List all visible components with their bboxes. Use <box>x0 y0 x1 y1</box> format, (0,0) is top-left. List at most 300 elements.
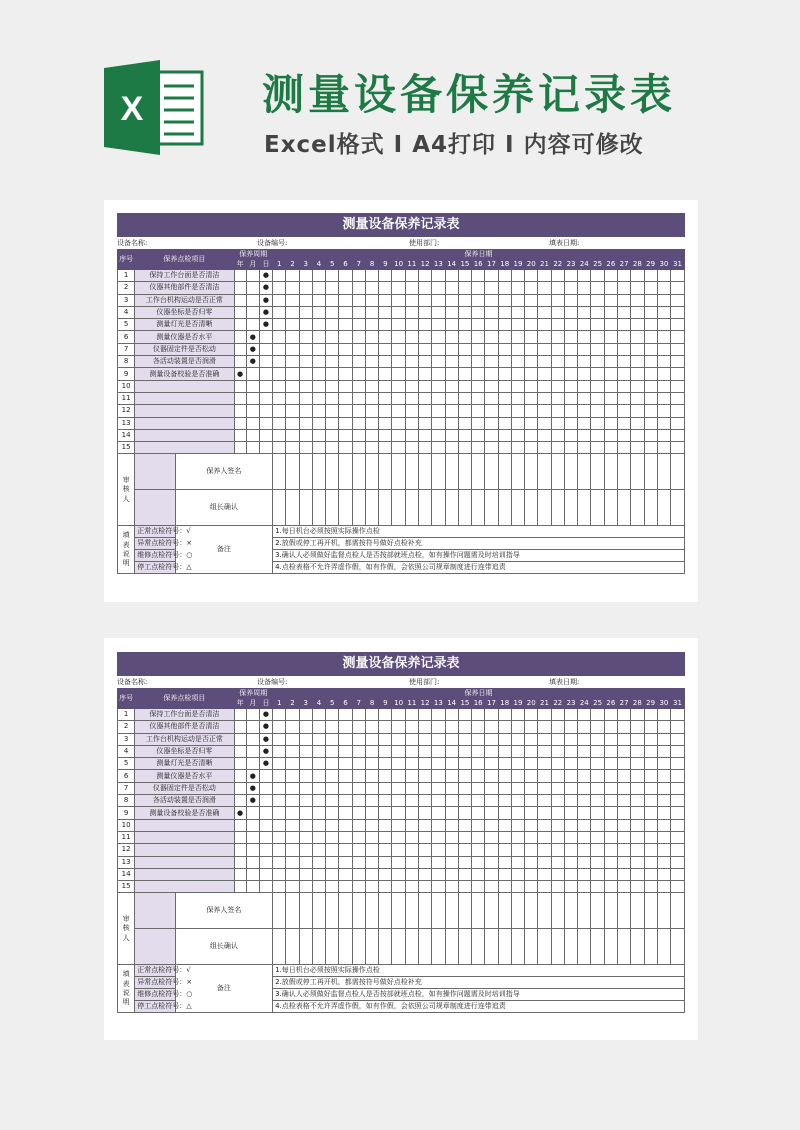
date-cell[interactable] <box>644 343 657 355</box>
date-cell[interactable] <box>312 758 325 770</box>
date-cell[interactable] <box>273 294 286 306</box>
date-cell[interactable] <box>551 282 564 294</box>
date-cell[interactable] <box>498 733 511 745</box>
date-cell[interactable] <box>564 844 577 856</box>
date-cell[interactable] <box>458 319 471 331</box>
date-cell[interactable] <box>365 795 378 807</box>
date-cell[interactable] <box>604 405 617 417</box>
date-cell[interactable] <box>339 758 352 770</box>
date-cell[interactable] <box>458 819 471 831</box>
signature-cell[interactable] <box>485 929 498 965</box>
date-cell[interactable] <box>365 819 378 831</box>
date-cell[interactable] <box>405 343 418 355</box>
date-cell[interactable] <box>511 356 524 368</box>
date-cell[interactable] <box>578 844 591 856</box>
date-cell[interactable] <box>617 795 630 807</box>
date-cell[interactable] <box>458 306 471 318</box>
date-cell[interactable] <box>591 856 604 868</box>
date-cell[interactable] <box>392 856 405 868</box>
date-cell[interactable] <box>405 721 418 733</box>
signature-cell[interactable] <box>578 893 591 929</box>
signature-cell[interactable] <box>525 929 538 965</box>
signature-cell[interactable] <box>551 490 564 526</box>
date-cell[interactable] <box>405 282 418 294</box>
date-cell[interactable] <box>299 270 312 282</box>
date-cell[interactable] <box>312 709 325 721</box>
date-cell[interactable] <box>286 405 299 417</box>
date-cell[interactable] <box>326 306 339 318</box>
date-cell[interactable] <box>273 807 286 819</box>
date-cell[interactable] <box>273 745 286 757</box>
date-cell[interactable] <box>445 343 458 355</box>
date-cell[interactable] <box>564 331 577 343</box>
date-cell[interactable] <box>564 733 577 745</box>
date-cell[interactable] <box>418 831 431 843</box>
date-cell[interactable] <box>551 819 564 831</box>
date-cell[interactable] <box>339 721 352 733</box>
date-cell[interactable] <box>671 709 685 721</box>
date-cell[interactable] <box>445 405 458 417</box>
date-cell[interactable] <box>538 745 551 757</box>
date-cell[interactable] <box>578 343 591 355</box>
date-cell[interactable] <box>299 343 312 355</box>
date-cell[interactable] <box>352 270 365 282</box>
date-cell[interactable] <box>445 733 458 745</box>
date-cell[interactable] <box>312 405 325 417</box>
date-cell[interactable] <box>299 721 312 733</box>
date-cell[interactable] <box>339 270 352 282</box>
date-cell[interactable] <box>273 331 286 343</box>
date-cell[interactable] <box>671 319 685 331</box>
date-cell[interactable] <box>538 380 551 392</box>
date-cell[interactable] <box>657 758 670 770</box>
date-cell[interactable] <box>604 368 617 380</box>
date-cell[interactable] <box>365 392 378 404</box>
date-cell[interactable] <box>671 368 685 380</box>
signature-cell[interactable] <box>445 893 458 929</box>
date-cell[interactable] <box>604 442 617 454</box>
date-cell[interactable] <box>286 306 299 318</box>
date-cell[interactable] <box>551 294 564 306</box>
date-cell[interactable] <box>551 795 564 807</box>
date-cell[interactable] <box>273 881 286 893</box>
date-cell[interactable] <box>498 709 511 721</box>
date-cell[interactable] <box>657 844 670 856</box>
date-cell[interactable] <box>312 442 325 454</box>
date-cell[interactable] <box>511 442 524 454</box>
date-cell[interactable] <box>458 405 471 417</box>
date-cell[interactable] <box>617 856 630 868</box>
signature-cell[interactable] <box>591 490 604 526</box>
date-cell[interactable] <box>472 844 485 856</box>
date-cell[interactable] <box>379 721 392 733</box>
date-cell[interactable] <box>538 282 551 294</box>
date-cell[interactable] <box>564 294 577 306</box>
date-cell[interactable] <box>564 343 577 355</box>
date-cell[interactable] <box>299 442 312 454</box>
date-cell[interactable] <box>299 881 312 893</box>
date-cell[interactable] <box>299 770 312 782</box>
date-cell[interactable] <box>657 721 670 733</box>
date-cell[interactable] <box>365 282 378 294</box>
date-cell[interactable] <box>339 831 352 843</box>
date-cell[interactable] <box>631 856 644 868</box>
date-cell[interactable] <box>617 368 630 380</box>
date-cell[interactable] <box>472 733 485 745</box>
date-cell[interactable] <box>604 795 617 807</box>
date-cell[interactable] <box>604 770 617 782</box>
date-cell[interactable] <box>657 733 670 745</box>
date-cell[interactable] <box>392 745 405 757</box>
date-cell[interactable] <box>671 770 685 782</box>
date-cell[interactable] <box>472 282 485 294</box>
date-cell[interactable] <box>604 733 617 745</box>
date-cell[interactable] <box>405 844 418 856</box>
date-cell[interactable] <box>418 770 431 782</box>
date-cell[interactable] <box>551 745 564 757</box>
date-cell[interactable] <box>511 405 524 417</box>
date-cell[interactable] <box>445 294 458 306</box>
date-cell[interactable] <box>286 782 299 794</box>
signature-cell[interactable] <box>432 893 445 929</box>
date-cell[interactable] <box>498 770 511 782</box>
date-cell[interactable] <box>564 745 577 757</box>
date-cell[interactable] <box>485 282 498 294</box>
date-cell[interactable] <box>445 270 458 282</box>
date-cell[interactable] <box>578 807 591 819</box>
signature-cell[interactable] <box>445 454 458 490</box>
date-cell[interactable] <box>458 844 471 856</box>
date-cell[interactable] <box>339 868 352 880</box>
date-cell[interactable] <box>458 380 471 392</box>
signature-cell[interactable] <box>498 454 511 490</box>
date-cell[interactable] <box>617 282 630 294</box>
date-cell[interactable] <box>538 417 551 429</box>
date-cell[interactable] <box>326 856 339 868</box>
date-cell[interactable] <box>458 356 471 368</box>
signature-cell[interactable] <box>631 893 644 929</box>
date-cell[interactable] <box>379 442 392 454</box>
date-cell[interactable] <box>432 733 445 745</box>
date-cell[interactable] <box>445 356 458 368</box>
date-cell[interactable] <box>617 807 630 819</box>
date-cell[interactable] <box>485 881 498 893</box>
date-cell[interactable] <box>551 709 564 721</box>
date-cell[interactable] <box>432 442 445 454</box>
signature-cell[interactable] <box>299 490 312 526</box>
date-cell[interactable] <box>326 844 339 856</box>
date-cell[interactable] <box>299 819 312 831</box>
signature-cell[interactable] <box>472 490 485 526</box>
date-cell[interactable] <box>392 356 405 368</box>
date-cell[interactable] <box>432 380 445 392</box>
date-cell[interactable] <box>445 306 458 318</box>
date-cell[interactable] <box>485 819 498 831</box>
signature-cell[interactable] <box>339 929 352 965</box>
date-cell[interactable] <box>511 721 524 733</box>
date-cell[interactable] <box>326 819 339 831</box>
date-cell[interactable] <box>538 392 551 404</box>
date-cell[interactable] <box>485 270 498 282</box>
signature-cell[interactable] <box>538 454 551 490</box>
signature-cell[interactable] <box>525 454 538 490</box>
date-cell[interactable] <box>485 331 498 343</box>
date-cell[interactable] <box>418 856 431 868</box>
date-cell[interactable] <box>525 392 538 404</box>
date-cell[interactable] <box>365 356 378 368</box>
date-cell[interactable] <box>671 819 685 831</box>
date-cell[interactable] <box>657 795 670 807</box>
date-cell[interactable] <box>538 844 551 856</box>
date-cell[interactable] <box>392 721 405 733</box>
date-cell[interactable] <box>538 770 551 782</box>
date-cell[interactable] <box>617 758 630 770</box>
date-cell[interactable] <box>352 356 365 368</box>
date-cell[interactable] <box>299 294 312 306</box>
date-cell[interactable] <box>418 380 431 392</box>
date-cell[interactable] <box>525 844 538 856</box>
date-cell[interactable] <box>604 306 617 318</box>
date-cell[interactable] <box>458 881 471 893</box>
date-cell[interactable] <box>405 733 418 745</box>
date-cell[interactable] <box>312 831 325 843</box>
date-cell[interactable] <box>578 856 591 868</box>
date-cell[interactable] <box>339 733 352 745</box>
date-cell[interactable] <box>604 294 617 306</box>
date-cell[interactable] <box>657 405 670 417</box>
date-cell[interactable] <box>617 709 630 721</box>
date-cell[interactable] <box>551 721 564 733</box>
date-cell[interactable] <box>273 795 286 807</box>
date-cell[interactable] <box>299 807 312 819</box>
date-cell[interactable] <box>644 844 657 856</box>
date-cell[interactable] <box>392 770 405 782</box>
date-cell[interactable] <box>485 782 498 794</box>
date-cell[interactable] <box>671 721 685 733</box>
date-cell[interactable] <box>578 709 591 721</box>
date-cell[interactable] <box>604 331 617 343</box>
date-cell[interactable] <box>365 721 378 733</box>
date-cell[interactable] <box>485 709 498 721</box>
date-cell[interactable] <box>445 856 458 868</box>
date-cell[interactable] <box>312 745 325 757</box>
signature-cell[interactable] <box>644 929 657 965</box>
date-cell[interactable] <box>286 844 299 856</box>
date-cell[interactable] <box>418 442 431 454</box>
date-cell[interactable] <box>485 380 498 392</box>
signature-cell[interactable] <box>525 490 538 526</box>
date-cell[interactable] <box>511 807 524 819</box>
signature-cell[interactable] <box>326 490 339 526</box>
date-cell[interactable] <box>286 331 299 343</box>
date-cell[interactable] <box>472 343 485 355</box>
date-cell[interactable] <box>511 270 524 282</box>
signature-cell[interactable] <box>418 490 431 526</box>
date-cell[interactable] <box>644 442 657 454</box>
date-cell[interactable] <box>657 417 670 429</box>
date-cell[interactable] <box>631 356 644 368</box>
date-cell[interactable] <box>617 844 630 856</box>
date-cell[interactable] <box>671 442 685 454</box>
date-cell[interactable] <box>617 319 630 331</box>
date-cell[interactable] <box>432 795 445 807</box>
date-cell[interactable] <box>379 319 392 331</box>
date-cell[interactable] <box>498 368 511 380</box>
date-cell[interactable] <box>352 709 365 721</box>
date-cell[interactable] <box>564 392 577 404</box>
date-cell[interactable] <box>326 270 339 282</box>
date-cell[interactable] <box>418 881 431 893</box>
signature-cell[interactable] <box>551 929 564 965</box>
signature-cell[interactable] <box>498 490 511 526</box>
signature-cell[interactable] <box>432 490 445 526</box>
date-cell[interactable] <box>551 807 564 819</box>
date-cell[interactable] <box>631 721 644 733</box>
date-cell[interactable] <box>432 745 445 757</box>
signature-cell[interactable] <box>445 490 458 526</box>
date-cell[interactable] <box>273 819 286 831</box>
date-cell[interactable] <box>485 831 498 843</box>
date-cell[interactable] <box>352 343 365 355</box>
date-cell[interactable] <box>352 429 365 441</box>
date-cell[interactable] <box>617 782 630 794</box>
date-cell[interactable] <box>445 319 458 331</box>
date-cell[interactable] <box>671 807 685 819</box>
date-cell[interactable] <box>578 417 591 429</box>
date-cell[interactable] <box>326 417 339 429</box>
signature-cell[interactable] <box>299 893 312 929</box>
date-cell[interactable] <box>644 709 657 721</box>
date-cell[interactable] <box>591 795 604 807</box>
signature-cell[interactable] <box>312 893 325 929</box>
date-cell[interactable] <box>286 733 299 745</box>
date-cell[interactable] <box>511 294 524 306</box>
date-cell[interactable] <box>418 282 431 294</box>
date-cell[interactable] <box>511 782 524 794</box>
date-cell[interactable] <box>644 831 657 843</box>
date-cell[interactable] <box>299 331 312 343</box>
date-cell[interactable] <box>273 368 286 380</box>
signature-cell[interactable] <box>405 454 418 490</box>
date-cell[interactable] <box>326 782 339 794</box>
date-cell[interactable] <box>498 782 511 794</box>
signature-cell[interactable] <box>286 893 299 929</box>
date-cell[interactable] <box>498 429 511 441</box>
signature-cell[interactable] <box>538 893 551 929</box>
date-cell[interactable] <box>458 282 471 294</box>
date-cell[interactable] <box>511 795 524 807</box>
signature-cell[interactable] <box>392 490 405 526</box>
date-cell[interactable] <box>564 868 577 880</box>
date-cell[interactable] <box>631 819 644 831</box>
date-cell[interactable] <box>551 392 564 404</box>
date-cell[interactable] <box>564 709 577 721</box>
date-cell[interactable] <box>352 807 365 819</box>
date-cell[interactable] <box>591 331 604 343</box>
date-cell[interactable] <box>379 282 392 294</box>
date-cell[interactable] <box>591 733 604 745</box>
date-cell[interactable] <box>405 405 418 417</box>
date-cell[interactable] <box>299 733 312 745</box>
date-cell[interactable] <box>312 795 325 807</box>
date-cell[interactable] <box>485 392 498 404</box>
date-cell[interactable] <box>671 429 685 441</box>
date-cell[interactable] <box>405 319 418 331</box>
date-cell[interactable] <box>578 405 591 417</box>
date-cell[interactable] <box>657 319 670 331</box>
signature-cell[interactable] <box>511 893 524 929</box>
date-cell[interactable] <box>352 733 365 745</box>
date-cell[interactable] <box>538 442 551 454</box>
date-cell[interactable] <box>631 270 644 282</box>
date-cell[interactable] <box>644 282 657 294</box>
date-cell[interactable] <box>286 429 299 441</box>
date-cell[interactable] <box>525 429 538 441</box>
signature-cell[interactable] <box>578 929 591 965</box>
date-cell[interactable] <box>525 745 538 757</box>
date-cell[interactable] <box>418 368 431 380</box>
date-cell[interactable] <box>432 368 445 380</box>
signature-cell[interactable] <box>326 454 339 490</box>
date-cell[interactable] <box>551 380 564 392</box>
signature-cell[interactable] <box>671 929 685 965</box>
date-cell[interactable] <box>578 270 591 282</box>
date-cell[interactable] <box>538 306 551 318</box>
signature-cell[interactable] <box>392 893 405 929</box>
date-cell[interactable] <box>392 868 405 880</box>
date-cell[interactable] <box>498 319 511 331</box>
date-cell[interactable] <box>379 380 392 392</box>
date-cell[interactable] <box>472 770 485 782</box>
date-cell[interactable] <box>657 392 670 404</box>
date-cell[interactable] <box>657 807 670 819</box>
date-cell[interactable] <box>591 405 604 417</box>
date-cell[interactable] <box>538 709 551 721</box>
date-cell[interactable] <box>458 331 471 343</box>
date-cell[interactable] <box>312 356 325 368</box>
date-cell[interactable] <box>339 856 352 868</box>
date-cell[interactable] <box>591 819 604 831</box>
date-cell[interactable] <box>445 417 458 429</box>
signature-cell[interactable] <box>273 893 286 929</box>
date-cell[interactable] <box>392 795 405 807</box>
date-cell[interactable] <box>312 319 325 331</box>
signature-cell[interactable] <box>564 490 577 526</box>
date-cell[interactable] <box>578 356 591 368</box>
date-cell[interactable] <box>631 795 644 807</box>
date-cell[interactable] <box>339 319 352 331</box>
date-cell[interactable] <box>392 380 405 392</box>
signature-cell[interactable] <box>326 893 339 929</box>
date-cell[interactable] <box>525 356 538 368</box>
date-cell[interactable] <box>671 294 685 306</box>
date-cell[interactable] <box>657 343 670 355</box>
date-cell[interactable] <box>538 831 551 843</box>
date-cell[interactable] <box>564 429 577 441</box>
date-cell[interactable] <box>339 294 352 306</box>
date-cell[interactable] <box>352 844 365 856</box>
signature-cell[interactable] <box>432 929 445 965</box>
date-cell[interactable] <box>392 270 405 282</box>
date-cell[interactable] <box>405 807 418 819</box>
date-cell[interactable] <box>564 807 577 819</box>
date-cell[interactable] <box>631 392 644 404</box>
date-cell[interactable] <box>644 392 657 404</box>
date-cell[interactable] <box>312 270 325 282</box>
date-cell[interactable] <box>604 881 617 893</box>
date-cell[interactable] <box>299 392 312 404</box>
date-cell[interactable] <box>564 319 577 331</box>
